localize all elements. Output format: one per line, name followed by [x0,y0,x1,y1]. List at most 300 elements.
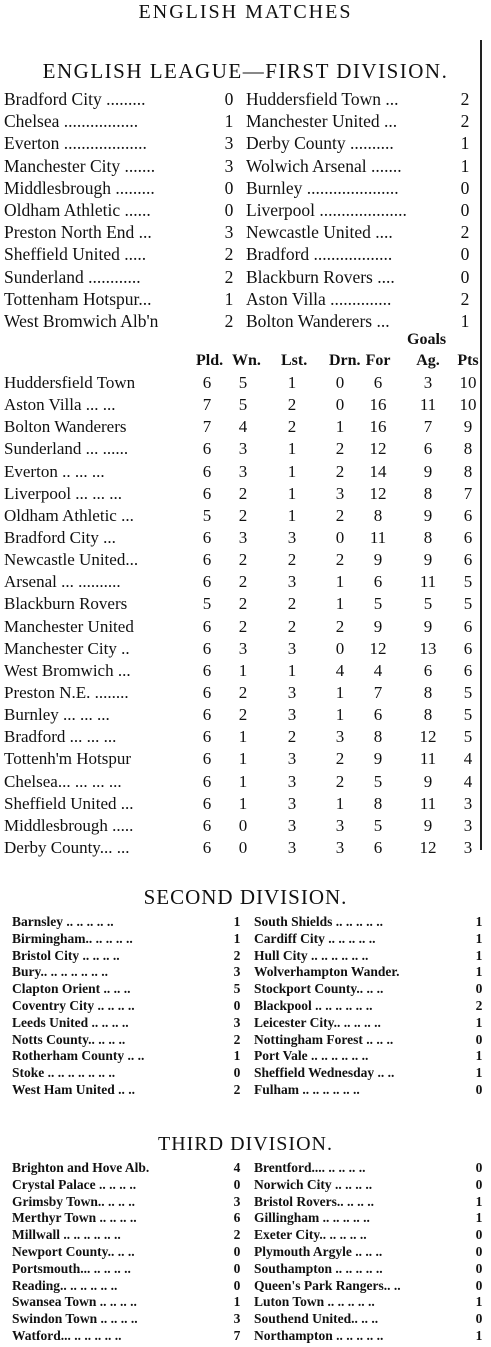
points: 10 [459,395,477,415]
match-row [12,1048,488,1065]
header-goals-against: Ag. [416,352,440,369]
goals-against: 11 [419,749,437,769]
won: 1 [238,771,248,791]
away-score: 1 [475,1193,483,1209]
played: 6 [202,705,212,725]
points: 6 [463,505,473,525]
away-team: Sheffield Wednesday .. .. [254,1065,395,1081]
header-points: Pts [457,352,479,369]
away-score: 2 [460,111,470,132]
home-team: Portsmouth... .. .. .. .. [12,1260,131,1276]
points: 6 [463,660,473,680]
home-team: Brighton and Hove Alb. [12,1160,150,1175]
header-won: Wn. [232,352,261,369]
home-team: Grimsby Town.. .. .. .. [12,1193,136,1209]
won: 2 [238,550,248,570]
away-score: 0 [475,1243,483,1259]
points: 5 [463,572,473,592]
goals-against: 11 [419,395,437,415]
match-row [12,1311,488,1328]
away-score: 0 [475,1277,483,1293]
goals-for: 6 [373,837,383,857]
home-score: 0 [233,1260,241,1276]
table-row [4,704,482,726]
drawn: 2 [335,550,345,570]
team-name: Arsenal ... .......... [4,572,121,592]
match-row [12,1227,488,1244]
drawn: 4 [335,660,345,680]
away-score: 0 [475,1160,483,1175]
match-row [4,155,476,177]
points: 10 [459,373,477,392]
table-row [4,771,482,793]
away-score: 0 [475,1031,483,1047]
lost: 1 [287,461,297,481]
won: 0 [238,837,248,857]
home-score: 3 [233,1311,241,1327]
away-score: 2 [460,89,470,109]
won: 1 [238,727,248,747]
played: 6 [202,439,212,459]
goals-for: 9 [373,550,383,570]
match-row [4,310,476,332]
points: 5 [463,727,473,747]
home-score: 4 [233,1160,241,1175]
lost: 3 [287,815,297,835]
goals-for: 14 [369,461,387,481]
team-name: West Bromwich ... [4,660,131,680]
goals-against: 6 [423,439,433,459]
goals-against: 11 [419,572,437,592]
drawn: 2 [335,749,345,769]
points: 6 [463,616,473,636]
lost: 2 [287,616,297,636]
third-division-heading: THIRD DIVISION. [158,1133,333,1155]
home-score: 1 [224,288,234,309]
home-team: Watford... .. .. .. .. .. [12,1327,122,1343]
home-score: 2 [224,244,234,265]
goals-against: 9 [423,771,433,791]
away-team: Southend United.. .. .. [254,1311,379,1327]
table-row [4,438,482,460]
header-played: Pld. [196,352,224,369]
away-score: 1 [460,310,470,331]
team-name: Bradford ... ... ... [4,727,117,747]
team-name: Aston Villa ... ... [4,395,116,415]
goals-for: 8 [373,505,383,525]
home-score: 3 [224,155,234,176]
table-row [4,527,482,549]
goals-against: 12 [419,727,437,747]
match-row [4,110,476,132]
home-score: 0 [224,177,234,198]
home-team: West Ham United .. .. [12,1081,135,1097]
goals-for: 8 [373,793,383,813]
home-score: 2 [224,266,234,287]
goals-label: Goals [407,331,447,348]
drawn: 2 [335,439,345,459]
away-team: Brentford.... .. .. .. .. [254,1160,366,1175]
lost: 2 [287,417,297,437]
away-team: Bradford .................. [246,244,393,265]
match-row [4,132,476,154]
home-score: 2 [224,310,234,331]
home-team: Middlesbrough ......... [4,177,155,198]
goals-against: 7 [423,417,433,437]
lost: 3 [287,705,297,725]
away-score: 0 [460,244,470,265]
page-title: ENGLISH MATCHES [138,1,353,23]
team-name: Derby County... ... [4,837,130,857]
won: 3 [238,461,248,481]
table-row [4,571,482,593]
away-team: South Shields .. .. .. .. .. [254,914,384,929]
goals-for: 5 [373,771,383,791]
goals-for: 7 [373,682,383,702]
drawn: 0 [335,395,345,415]
away-score: 0 [475,1081,483,1097]
team-name: Chelsea... ... ... ... [4,771,122,791]
match-row [4,288,476,310]
home-team: Bristol City .. .. .. .. [12,947,120,963]
home-team: Sheffield United ..... [4,244,147,265]
table-row [4,505,482,527]
drawn: 1 [335,417,345,437]
match-row [12,1194,488,1211]
lost: 2 [287,550,297,570]
match-row [12,964,488,981]
match-row [12,1210,488,1227]
home-team: Oldham Athletic ...... [4,199,151,220]
home-score: 1 [224,111,234,132]
played: 6 [202,638,212,658]
goals-for: 12 [369,439,387,459]
played: 6 [202,793,212,813]
match-row [4,88,476,110]
home-team: Swindon Town .. .. .. .. [12,1311,138,1327]
played: 6 [202,682,212,702]
away-score: 0 [475,1260,483,1276]
team-name: Tottenh'm Hotspur [4,749,132,769]
home-team: Chelsea ................. [4,111,139,132]
match-row [12,1177,488,1194]
away-score: 0 [475,981,483,997]
goals-for: 9 [373,616,383,636]
match-row [12,914,488,931]
home-team: Notts County.. .. .. .. [12,1031,126,1047]
home-team: Crystal Palace .. .. .. .. [12,1176,137,1192]
match-row [12,931,488,948]
points: 3 [463,837,473,857]
away-score: 1 [475,947,483,963]
points: 4 [463,749,473,769]
header-drawn: Drn. [329,352,361,369]
goals-against: 9 [423,815,433,835]
away-team: Bolton Wanderers ... [246,310,390,331]
match-row [12,1032,488,1049]
home-score: 2 [233,1227,241,1243]
away-team: Fulham .. .. .. .. .. .. [254,1081,360,1097]
match-row [4,266,476,288]
goals-against: 8 [423,527,433,547]
lost: 3 [287,638,297,658]
points: 4 [463,771,473,791]
goals-against: 8 [423,483,433,503]
home-team: Swansea Town .. .. .. .. [12,1294,137,1310]
drawn: 3 [335,483,345,503]
away-score: 1 [460,155,470,176]
away-score: 1 [475,1294,483,1310]
third-division-results [12,1160,488,1345]
home-score: 6 [233,1210,241,1226]
away-team: Leicester City.. .. .. .. .. [254,1014,381,1030]
home-team: Millwall .. .. .. .. .. .. [12,1227,121,1243]
away-team: Wolwich Arsenal ....... [246,155,402,176]
first-division-heading: ENGLISH LEAGUE—FIRST DIVISION. [42,59,449,83]
team-name: Sunderland ... ...... [4,439,129,459]
header-lost: Lst. [281,352,308,369]
home-score: 0 [233,1176,241,1192]
goals-against: 9 [423,461,433,481]
away-score: 0 [460,199,470,220]
goals-against: 9 [423,616,433,636]
team-name: Middlesbrough ..... [4,815,134,835]
away-team: Queen's Park Rangers.. .. [254,1277,401,1293]
goals-against: 9 [423,505,433,525]
goals-against: 13 [419,638,437,658]
won: 2 [238,572,248,592]
table-row [4,837,482,859]
goals-for: 12 [369,483,387,503]
away-score: 1 [475,1065,483,1081]
points: 8 [463,439,473,459]
home-team: Bury.. .. .. .. .. .. .. [12,964,109,980]
away-team: Liverpool .................... [246,199,407,220]
lost: 3 [287,749,297,769]
won: 1 [238,793,248,813]
away-team: Exeter City.. .. .. .. .. [254,1227,367,1243]
lost: 3 [287,771,297,791]
away-score: 0 [475,1311,483,1327]
match-row [4,221,476,243]
home-score: 2 [233,947,241,963]
goals-for: 4 [373,660,383,680]
home-score: 0 [233,1065,241,1081]
home-score: 2 [233,1031,241,1047]
team-name: Liverpool ... ... ... [4,483,123,503]
points: 5 [463,705,473,725]
away-score: 2 [460,288,470,309]
goals-against: 12 [419,837,437,857]
away-team: Newcastle United .... [246,222,393,243]
goals-against: 3 [423,373,433,392]
drawn: 1 [335,572,345,592]
won: 2 [238,682,248,702]
home-score: 1 [233,1048,241,1064]
goals-for: 12 [369,638,387,658]
drawn: 1 [335,682,345,702]
match-row [12,1278,488,1295]
won: 5 [238,395,248,415]
home-score: 0 [224,89,234,109]
lost: 3 [287,682,297,702]
away-score: 1 [475,1327,483,1343]
played: 7 [202,395,212,415]
lost: 1 [287,505,297,525]
away-team: Huddersfield Town ... [246,89,399,109]
played: 6 [202,527,212,547]
lost: 3 [287,837,297,857]
away-score: 0 [460,177,470,198]
points: 8 [463,461,473,481]
drawn: 1 [335,705,345,725]
goals-for: 16 [369,417,387,437]
played: 6 [202,550,212,570]
away-score: 1 [475,1014,483,1030]
drawn: 0 [335,527,345,547]
home-team: Bradford City ......... [4,89,146,109]
lost: 1 [287,660,297,680]
home-team: Merthyr Town .. .. .. .. [12,1210,137,1226]
team-name: Manchester United [4,616,134,636]
table-row [4,616,482,638]
match-row [12,1328,488,1345]
goals-for: 8 [373,727,383,747]
home-team: Manchester City ....... [4,155,156,176]
away-team: Stockport County.. .. .. [254,981,384,997]
away-team: Plymouth Argyle .. .. .. [254,1243,383,1259]
second-division-results [12,914,488,1099]
home-team: Rotherham County .. .. [12,1048,145,1064]
away-team: Wolverhampton Wander. [254,964,400,980]
points: 6 [463,550,473,570]
lost: 3 [287,527,297,547]
played: 5 [202,505,212,525]
away-score: 0 [460,266,470,287]
played: 6 [202,727,212,747]
goals-against: 8 [423,705,433,725]
table-row [4,394,482,416]
match-row [12,1065,488,1082]
match-row [12,1160,488,1177]
goals-for: 6 [373,705,383,725]
points: 5 [463,682,473,702]
home-team: Everton ................... [4,133,147,154]
won: 5 [238,373,248,392]
drawn: 2 [335,461,345,481]
won: 3 [238,439,248,459]
away-score: 1 [475,1210,483,1226]
team-name: Oldham Athletic ... [4,505,134,525]
table-row [4,549,482,571]
header-goals-for: For [365,352,391,369]
table-row [4,793,482,815]
played: 6 [202,771,212,791]
home-team: West Bromwich Alb'n [4,310,159,331]
home-score: 1 [233,1294,241,1310]
home-score: 5 [233,981,241,997]
lost: 2 [287,727,297,747]
match-row [12,1294,488,1311]
played: 5 [202,594,212,614]
team-name: Manchester City .. [4,638,130,658]
goals-for: 6 [373,572,383,592]
away-score: 0 [475,1176,483,1192]
table-row [4,372,482,394]
played: 6 [202,483,212,503]
home-team: Preston North End ... [4,222,152,243]
home-team: Reading.. .. .. .. .. .. [12,1277,118,1293]
team-name: Huddersfield Town [4,373,136,392]
home-score: 0 [224,199,234,220]
team-name: Burnley ... ... ... [4,705,110,725]
won: 1 [238,660,248,680]
home-score: 3 [224,222,234,243]
away-team: Gillingham .. .. .. .. .. [254,1210,370,1226]
away-team: Northampton .. .. .. .. .. [254,1327,384,1343]
away-team: Manchester United ... [246,111,398,132]
table-row [4,660,482,682]
home-team: Clapton Orient .. .. .. [12,981,131,997]
won: 0 [238,815,248,835]
match-row [12,1261,488,1278]
points: 3 [463,793,473,813]
match-row [4,243,476,265]
away-score: 1 [460,133,470,154]
away-score: 1 [475,914,483,929]
home-team: Newport County.. .. .. [12,1243,135,1259]
away-team: Southampton .. .. .. .. .. [254,1260,383,1276]
lost: 2 [287,594,297,614]
table-row [4,726,482,748]
home-score: 0 [233,1277,241,1293]
goals-against: 6 [423,660,433,680]
goals-for: 6 [373,373,383,392]
lost: 2 [287,395,297,415]
home-score: 0 [233,1243,241,1259]
goals-against: 8 [423,682,433,702]
points: 6 [463,527,473,547]
home-team: Stoke .. .. .. .. .. .. .. [12,1065,116,1081]
home-score: 3 [233,1014,241,1030]
drawn: 2 [335,616,345,636]
drawn: 1 [335,793,345,813]
away-team: Cardiff City .. .. .. .. .. [254,930,376,946]
played: 6 [202,660,212,680]
table-row [4,682,482,704]
played: 6 [202,373,212,392]
home-score: 3 [233,1193,241,1209]
home-score: 0 [233,997,241,1013]
goals-for: 16 [369,395,387,415]
table-body [4,372,482,859]
away-team: Burnley ..................... [246,177,399,198]
drawn: 1 [335,594,345,614]
team-name: Everton .. ... ... [4,461,105,481]
home-team: Coventry City .. .. .. .. [12,997,135,1013]
won: 2 [238,505,248,525]
table-row [4,461,482,483]
goals-for: 11 [369,527,387,547]
match-row [12,998,488,1015]
match-row [12,1015,488,1032]
drawn: 0 [335,373,345,392]
match-row [12,1244,488,1261]
away-team: Luton Town .. .. .. .. .. [254,1294,375,1310]
match-row [12,1082,488,1099]
away-team: Derby County .......... [246,133,394,154]
played: 6 [202,815,212,835]
